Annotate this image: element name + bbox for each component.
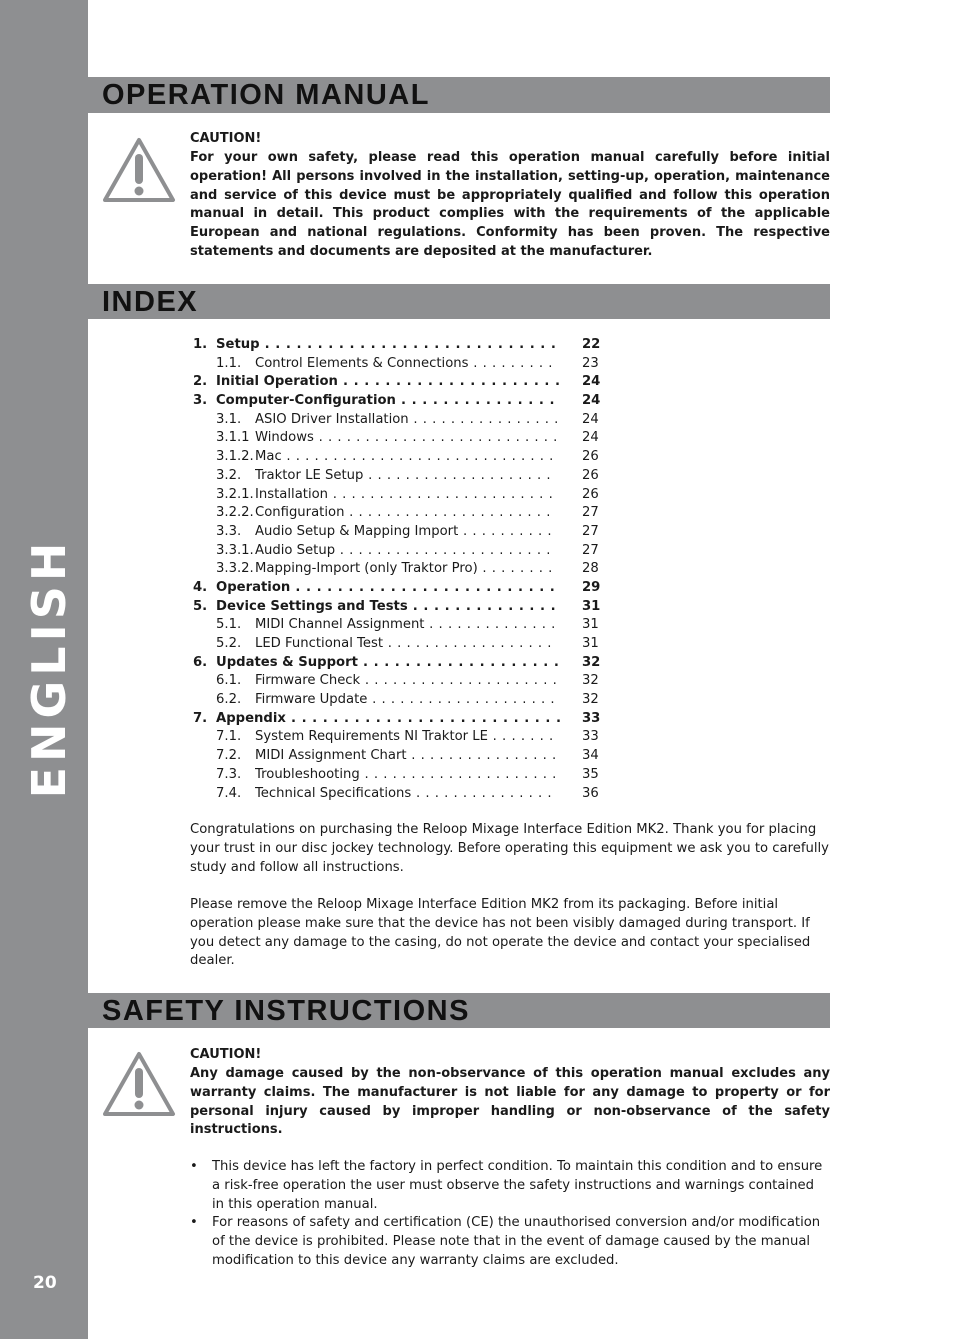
toc-number: 5.1. bbox=[216, 617, 242, 633]
toc-number: 4. bbox=[193, 579, 208, 595]
toc-page-number: 26 bbox=[582, 486, 599, 502]
toc-label: Audio Setup & Mapping Import . . . bbox=[255, 523, 557, 542]
toc-page-number: 33 bbox=[582, 710, 601, 726]
toc-label: Traktor LE Setup . . . bbox=[255, 467, 557, 486]
index-title: INDEX bbox=[102, 286, 199, 318]
toc-page-number: 24 bbox=[582, 430, 599, 446]
toc-page-number: 28 bbox=[582, 561, 599, 577]
toc-number: 1. bbox=[193, 337, 208, 352]
toc-label: Mapping-Import (only Traktor Pro) . . . bbox=[255, 560, 557, 579]
toc-page-number: 26 bbox=[582, 467, 599, 483]
bullet-text: This device has left the factory in perfect condition. To maintain this condition and to ensure a risk-free operation the user must observe the safety instructions and warnings contained in this operation manual. bbox=[212, 1159, 823, 1212]
toc-entry bbox=[190, 616, 610, 635]
toc-page-number: 31 bbox=[582, 636, 599, 651]
toc-entry bbox=[190, 523, 610, 542]
toc-label: Control Elements & Connections . . . bbox=[255, 355, 557, 374]
toc-label: MIDI Channel Assignment . . . bbox=[255, 616, 557, 635]
toc-number: 3.3.2. bbox=[216, 561, 254, 577]
toc-number: 7.3. bbox=[216, 766, 242, 782]
toc-number: 7.2. bbox=[216, 748, 242, 764]
bullet-text: For reasons of safety and certification (CE) the unauthorised conversion and/or modification of the device is prohibited. Please note that in the event of damage caused by the manual modification to this device any warranty claims are excluded. bbox=[212, 1215, 821, 1268]
toc-number: 3.2.2. bbox=[216, 505, 254, 521]
toc-entry bbox=[190, 654, 610, 673]
toc-number: 7.1. bbox=[216, 729, 242, 745]
toc-number: 7.4. bbox=[216, 785, 242, 801]
toc-entry bbox=[190, 542, 610, 561]
toc-entry bbox=[190, 336, 610, 355]
toc-label: Installation . . . bbox=[255, 486, 557, 505]
intro-paragraph-1: Congratulations on purchasing the Reloop Mixage Interface Edition MK2. Thank you for placing your trust in our disc jockey technology. Before operating this equipment we ask you to carefully study and follow all instructions. bbox=[190, 822, 829, 875]
toc-label: System Requirements NI Traktor LE . . . bbox=[255, 728, 557, 747]
toc-entry bbox=[190, 672, 610, 691]
toc-number: 3.1.1 bbox=[216, 430, 250, 446]
toc-number: 5.2. bbox=[216, 636, 242, 651]
toc-page-number: 27 bbox=[582, 542, 599, 558]
toc-number: 1.1. bbox=[216, 355, 242, 371]
toc-entry bbox=[190, 355, 610, 374]
toc-label: Troubleshooting . . . bbox=[255, 766, 557, 785]
toc-number: 2. bbox=[193, 374, 208, 390]
toc-label: Configuration . . . bbox=[255, 504, 557, 523]
toc-entry bbox=[190, 504, 610, 523]
toc-label: Computer-Configuration . . . bbox=[216, 392, 560, 411]
toc-entry bbox=[190, 598, 610, 617]
toc-entry bbox=[190, 467, 610, 486]
toc-entry bbox=[190, 448, 610, 467]
caution-heading: CAUTION! bbox=[190, 1047, 262, 1062]
toc-number: 6. bbox=[193, 654, 208, 670]
toc-number: 3.1. bbox=[216, 411, 242, 427]
toc-number: 3. bbox=[193, 393, 208, 409]
toc-label: Firmware Update . . . bbox=[255, 691, 557, 710]
caution-text: For your own safety, please read this operation manual carefully before initial operation! All persons involved in the installation, setting-up, operation, maintenance and service of this device must be appropriately qualified and follow this operation manual in detail. This product complies with the requirements of the applicable European and national regulations. Conformity has been proven. The respective statements and documents are deposited at the manufacturer. bbox=[190, 150, 830, 259]
toc-label: Audio Setup . . . bbox=[255, 542, 557, 561]
toc-number: 3.3. bbox=[216, 523, 242, 539]
toc-label: Setup . . . bbox=[216, 336, 560, 355]
caution-text: Any damage caused by the non-observance of this operation manual excludes any warranty claims. The manufacturer is not liable for any damage to property or for personal injury caused by improper handling or non-observance of the safety instructions. bbox=[190, 1066, 830, 1138]
language-sidebar bbox=[0, 0, 88, 1339]
toc-page-number: 24 bbox=[582, 411, 599, 427]
toc-page-number: 24 bbox=[582, 374, 601, 390]
toc-page-number: 31 bbox=[582, 598, 601, 614]
bullet-marker: • bbox=[190, 1215, 198, 1231]
toc-page-number: 35 bbox=[582, 766, 599, 782]
toc-label: Appendix . . . bbox=[216, 710, 560, 729]
toc-number: 6.1. bbox=[216, 673, 242, 689]
toc-page-number: 22 bbox=[582, 337, 601, 352]
intro-paragraph-2: Please remove the Reloop Mixage Interface Edition MK2 from its packaging. Before initial operation please make sure that the device has not been visibly damaged during transport. If you detect any damage to the casing, do not operate the device and contact your specialised dealer. bbox=[190, 897, 811, 969]
toc-page-number: 33 bbox=[582, 729, 599, 745]
toc-number: 3.3.1. bbox=[216, 542, 254, 558]
toc-entry bbox=[190, 392, 610, 411]
toc-label: Mac . . . bbox=[255, 448, 557, 467]
toc-page-number: 27 bbox=[582, 505, 599, 521]
list-item bbox=[190, 1214, 830, 1270]
toc-page-number: 31 bbox=[582, 617, 599, 633]
warning-triangle-icon bbox=[102, 1050, 176, 1118]
safety-bullet-list bbox=[190, 1158, 830, 1271]
toc-number: 3.2.1. bbox=[216, 486, 254, 502]
toc-entry bbox=[190, 691, 610, 710]
language-label: ENGLISH bbox=[22, 537, 76, 799]
toc-label: MIDI Assignment Chart . . . bbox=[255, 747, 557, 766]
toc-page-number: 29 bbox=[582, 579, 601, 595]
toc-page-number: 24 bbox=[582, 393, 601, 409]
toc-number: 7. bbox=[193, 710, 208, 726]
toc-entry bbox=[190, 486, 610, 505]
toc-page-number: 34 bbox=[582, 748, 599, 764]
toc-label: Operation . . . bbox=[216, 579, 560, 598]
toc-page-number: 26 bbox=[582, 449, 599, 465]
list-item bbox=[190, 1158, 830, 1214]
toc-entry bbox=[190, 560, 610, 579]
bullet-marker: • bbox=[190, 1159, 198, 1174]
page-number: 20 bbox=[33, 1273, 57, 1293]
toc-page-number: 23 bbox=[582, 355, 599, 371]
toc-entry bbox=[190, 710, 610, 729]
toc-entry bbox=[190, 429, 610, 448]
toc-label: Device Settings and Tests . . . bbox=[216, 598, 560, 617]
toc-label: ASIO Driver Installation . . . bbox=[255, 411, 557, 430]
toc-label: Updates & Support . . . bbox=[216, 654, 560, 673]
toc-entry bbox=[190, 411, 610, 430]
toc-number: 6.2. bbox=[216, 692, 242, 708]
toc-entry bbox=[190, 635, 610, 654]
toc-page-number: 32 bbox=[582, 654, 601, 670]
toc-entry bbox=[190, 785, 610, 804]
operation-manual-title: OPERATION MANUAL bbox=[102, 79, 430, 111]
toc-label: Initial Operation . . . bbox=[216, 373, 560, 392]
table-of-contents bbox=[190, 336, 610, 803]
toc-entry bbox=[190, 747, 610, 766]
toc-number: 3.1.2. bbox=[216, 449, 254, 465]
safety-instructions-title: SAFETY INSTRUCTIONS bbox=[102, 995, 470, 1027]
caution-heading: CAUTION! bbox=[190, 131, 262, 146]
index-header-bar bbox=[88, 284, 830, 319]
toc-label: Firmware Check . . . bbox=[255, 672, 557, 691]
toc-number: 3.2. bbox=[216, 467, 242, 483]
warning-triangle-icon bbox=[102, 136, 176, 204]
toc-entry bbox=[190, 373, 610, 392]
toc-page-number: 32 bbox=[582, 673, 599, 689]
toc-label: Windows . . . bbox=[255, 429, 557, 448]
toc-page-number: 27 bbox=[582, 523, 599, 539]
toc-label: LED Functional Test . . . bbox=[255, 635, 557, 654]
toc-label: Technical Specifications . . . bbox=[255, 785, 557, 804]
toc-entry bbox=[190, 728, 610, 747]
toc-entry bbox=[190, 766, 610, 785]
toc-page-number: 32 bbox=[582, 692, 599, 708]
toc-entry bbox=[190, 579, 610, 598]
toc-page-number: 36 bbox=[582, 785, 599, 801]
toc-number: 5. bbox=[193, 598, 208, 614]
